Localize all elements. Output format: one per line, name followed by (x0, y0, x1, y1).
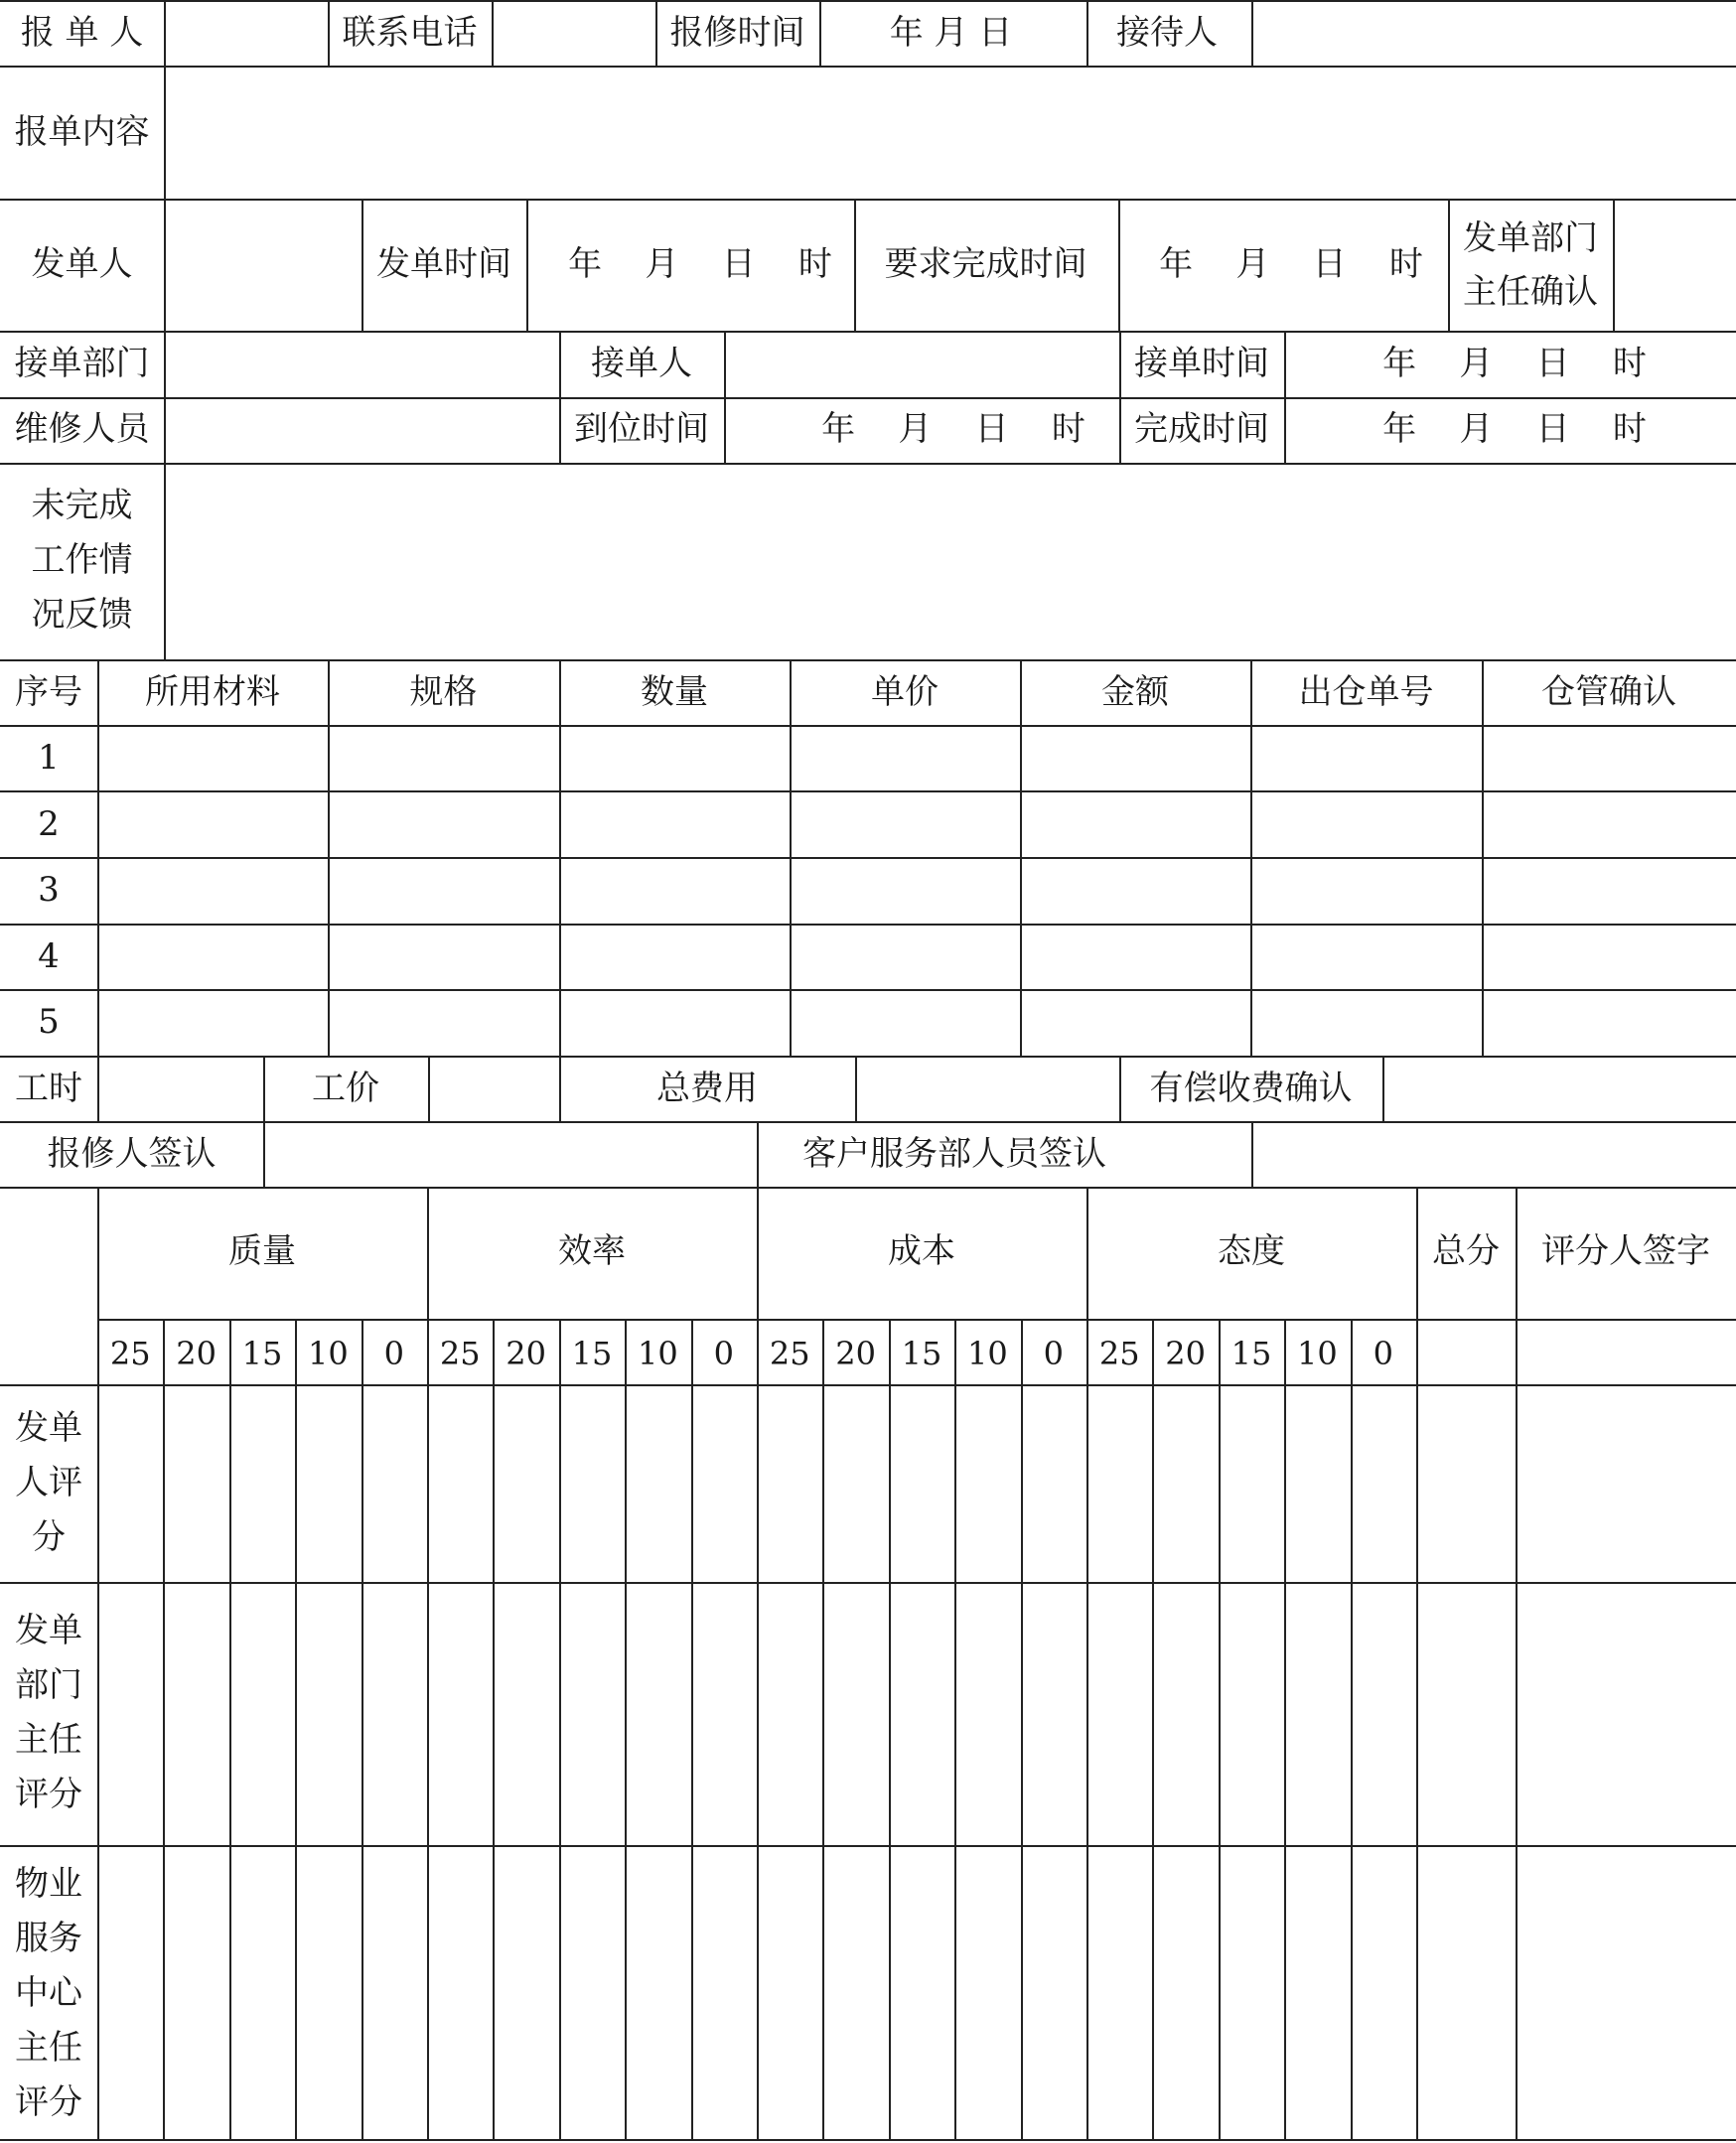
mat-row-num: 2 (38, 804, 60, 844)
grid-line (493, 1319, 495, 2139)
grid-line (1284, 331, 1286, 397)
score-value: 0 (1043, 1335, 1064, 1372)
grid-line (362, 199, 363, 331)
receiver-label: 接待人 (1116, 13, 1218, 53)
grid-line (790, 659, 792, 1056)
grid-line (1482, 659, 1484, 1056)
score-value: 25 (439, 1335, 481, 1372)
score-value: 10 (308, 1335, 349, 1372)
grid-line (163, 1319, 165, 2139)
grid-line (1118, 199, 1120, 331)
score-value: 15 (571, 1335, 613, 1372)
grid-line (0, 199, 1736, 201)
feedback-label-2: 工作情 (31, 540, 133, 580)
grid-line (822, 1319, 824, 2139)
grid-line (164, 0, 166, 66)
score-category-quality: 质量 (228, 1231, 296, 1271)
arrival-label: 到位时间 (574, 409, 709, 449)
grid-line (1416, 1187, 1418, 1384)
score-value: 25 (769, 1335, 810, 1372)
grid-line (164, 331, 166, 397)
grid-line (427, 1384, 429, 2139)
score-row-label: 发单 (15, 1408, 82, 1448)
grid-line (559, 331, 561, 397)
grid-line (1382, 1056, 1384, 1121)
grid-line (1613, 199, 1615, 331)
score-row-label: 发单 (15, 1611, 82, 1650)
receive-time: 年 月 日 时 (1382, 344, 1647, 383)
grid-line (97, 1056, 99, 1121)
grid-line (1284, 1319, 1286, 2139)
grid-line (0, 1187, 1736, 1189)
grid-line (97, 659, 99, 1056)
grid-line (889, 1319, 891, 2139)
report-time-label: 报修时间 (669, 13, 805, 53)
director-confirm-label-2: 主任确认 (1463, 272, 1598, 312)
grid-line (0, 989, 1736, 991)
grid-line (164, 66, 166, 199)
mat-header-outbound-no: 出仓单号 (1298, 672, 1434, 712)
mat-row-num: 4 (38, 936, 60, 976)
grid-line (1516, 1187, 1518, 1384)
score-value: 10 (1297, 1335, 1338, 1372)
score-value: 15 (241, 1335, 283, 1372)
score-row-label: 主任 (15, 1720, 82, 1760)
grid-line (1516, 1384, 1518, 2139)
score-row-label: 物业 (15, 1864, 82, 1904)
grid-line (1119, 397, 1121, 463)
grid-line (97, 1384, 99, 2139)
grid-line (0, 924, 1736, 926)
grid-line (97, 1319, 1736, 1321)
repair-staff-label: 维修人员 (14, 409, 150, 449)
grid-line (0, 0, 1736, 2)
score-category-cost: 成本 (888, 1231, 955, 1271)
grid-line (0, 790, 1736, 792)
grid-line (655, 0, 657, 66)
mat-header-qty: 数量 (641, 672, 708, 712)
content-label: 报单内容 (14, 112, 150, 152)
grid-line (559, 397, 561, 463)
grid-line (0, 331, 1736, 333)
grid-line (559, 659, 561, 1056)
grid-line (954, 1319, 956, 2139)
grid-line (1119, 331, 1121, 397)
grid-line (1219, 1319, 1221, 2139)
score-row-label: 评分 (15, 2082, 82, 2122)
grid-line (0, 463, 1736, 465)
grid-line (1251, 0, 1253, 66)
mat-row-num: 1 (38, 738, 60, 778)
mat-header-material: 所用材料 (145, 672, 280, 712)
dispatcher-label: 发单人 (31, 244, 133, 284)
score-row-label: 主任 (15, 2028, 82, 2068)
score-value: 15 (901, 1335, 942, 1372)
grid-line (1351, 1319, 1353, 2139)
score-row-label: 服务 (15, 1919, 82, 1958)
dispatch-time: 年 月 日 时 (568, 244, 832, 284)
grid-line (263, 1056, 265, 1121)
score-row-label: 人评 (15, 1463, 82, 1502)
phone-label: 联系电话 (342, 13, 478, 53)
required-time-label: 要求完成时间 (884, 244, 1087, 284)
reporter-label: 报 单 人 (20, 13, 144, 53)
done-label: 完成时间 (1134, 409, 1269, 449)
grid-line (691, 1319, 693, 2139)
grid-line (1284, 397, 1286, 463)
score-value: 20 (176, 1335, 217, 1372)
score-value: 10 (638, 1335, 678, 1372)
done-time: 年 月 日 时 (1382, 409, 1647, 449)
score-value: 20 (1165, 1335, 1206, 1372)
feedback-label-3: 况反馈 (31, 595, 133, 635)
grid-line (0, 397, 1736, 399)
receive-dept-label: 接单部门 (14, 344, 150, 383)
grid-line (625, 1319, 627, 2139)
grid-line (0, 857, 1736, 859)
mat-header-spec: 规格 (409, 672, 478, 712)
reporter-sign-label: 报修人签认 (47, 1134, 217, 1174)
grid-line (819, 0, 821, 66)
grid-line (428, 1056, 430, 1121)
grid-line (1250, 659, 1252, 1056)
grid-line (229, 1319, 231, 2139)
mat-row-num: 5 (38, 1002, 60, 1042)
grid-line (0, 1056, 1736, 1058)
arrival-time: 年 月 日 时 (821, 409, 1085, 449)
score-row-label: 部门 (15, 1665, 82, 1705)
score-value: 25 (109, 1335, 151, 1372)
grid-line (1020, 659, 1022, 1056)
grid-line (0, 1384, 1736, 1386)
score-value: 0 (1373, 1335, 1393, 1372)
total-score-label: 总分 (1432, 1231, 1500, 1271)
service-sign-label: 客户服务部人员签认 (802, 1134, 1106, 1174)
grid-line (263, 1121, 265, 1187)
grid-line (559, 1319, 561, 2139)
grid-line (854, 199, 856, 331)
score-value: 10 (967, 1335, 1008, 1372)
report-date: 年 月 日 (889, 13, 1013, 53)
score-category-attitude: 态度 (1218, 1231, 1285, 1271)
score-value: 20 (506, 1335, 546, 1372)
grid-line (724, 331, 726, 397)
rate-label: 工价 (312, 1069, 379, 1108)
grid-line (1086, 1384, 1088, 2139)
grid-line (328, 659, 330, 1056)
grid-line (295, 1319, 297, 2139)
scorer-sign-label: 评分人签字 (1541, 1231, 1710, 1271)
grid-line (164, 397, 166, 463)
score-value: 15 (1230, 1335, 1272, 1372)
grid-line (724, 397, 726, 463)
grid-line (757, 1384, 759, 2139)
mat-header-price: 单价 (871, 672, 939, 712)
score-category-efficiency: 效率 (558, 1231, 626, 1271)
grid-line (1416, 1384, 1418, 2139)
required-time: 年 月 日 时 (1159, 244, 1423, 284)
score-value: 0 (383, 1335, 404, 1372)
grid-line (0, 2139, 1736, 2141)
grid-line (328, 0, 330, 66)
score-row-label: 分 (32, 1517, 66, 1557)
grid-line (559, 1056, 561, 1121)
mat-header-amount: 金额 (1101, 672, 1169, 712)
mat-header-seq: 序号 (15, 672, 82, 712)
grid-line (1251, 1121, 1253, 1187)
total-cost-label: 总费用 (656, 1069, 758, 1108)
grid-line (1448, 199, 1450, 331)
grid-line (0, 725, 1736, 727)
grid-line (1119, 1056, 1121, 1121)
score-value: 0 (713, 1335, 734, 1372)
mat-row-num: 3 (38, 870, 60, 910)
hours-label: 工时 (15, 1069, 82, 1108)
grid-line (1086, 0, 1088, 66)
receive-person-label: 接单人 (591, 344, 692, 383)
grid-line (164, 463, 166, 659)
receive-time-label: 接单时间 (1134, 344, 1269, 383)
grid-line (855, 1056, 857, 1121)
grid-line (0, 1582, 1736, 1584)
grid-line (1152, 1319, 1154, 2139)
grid-line (492, 0, 494, 66)
paid-confirm-label: 有偿收费确认 (1149, 1069, 1353, 1108)
director-confirm-label-1: 发单部门 (1463, 218, 1598, 258)
dispatch-time-label: 发单时间 (376, 244, 511, 284)
score-row-label: 中心 (15, 1973, 82, 2013)
score-row-label: 评分 (15, 1775, 82, 1814)
grid-line (97, 1187, 99, 1384)
grid-line (164, 199, 166, 331)
feedback-label-1: 未完成 (31, 486, 133, 525)
grid-line (362, 1319, 363, 2139)
grid-line (757, 1121, 759, 1187)
grid-line (0, 66, 1736, 68)
score-value: 25 (1098, 1335, 1140, 1372)
grid-line (526, 199, 528, 331)
grid-line (0, 659, 1736, 661)
grid-line (1021, 1319, 1023, 2139)
grid-line (0, 1121, 1736, 1123)
mat-header-warehouse-confirm: 仓管确认 (1541, 672, 1676, 712)
score-value: 20 (835, 1335, 876, 1372)
grid-line (0, 1845, 1736, 1847)
